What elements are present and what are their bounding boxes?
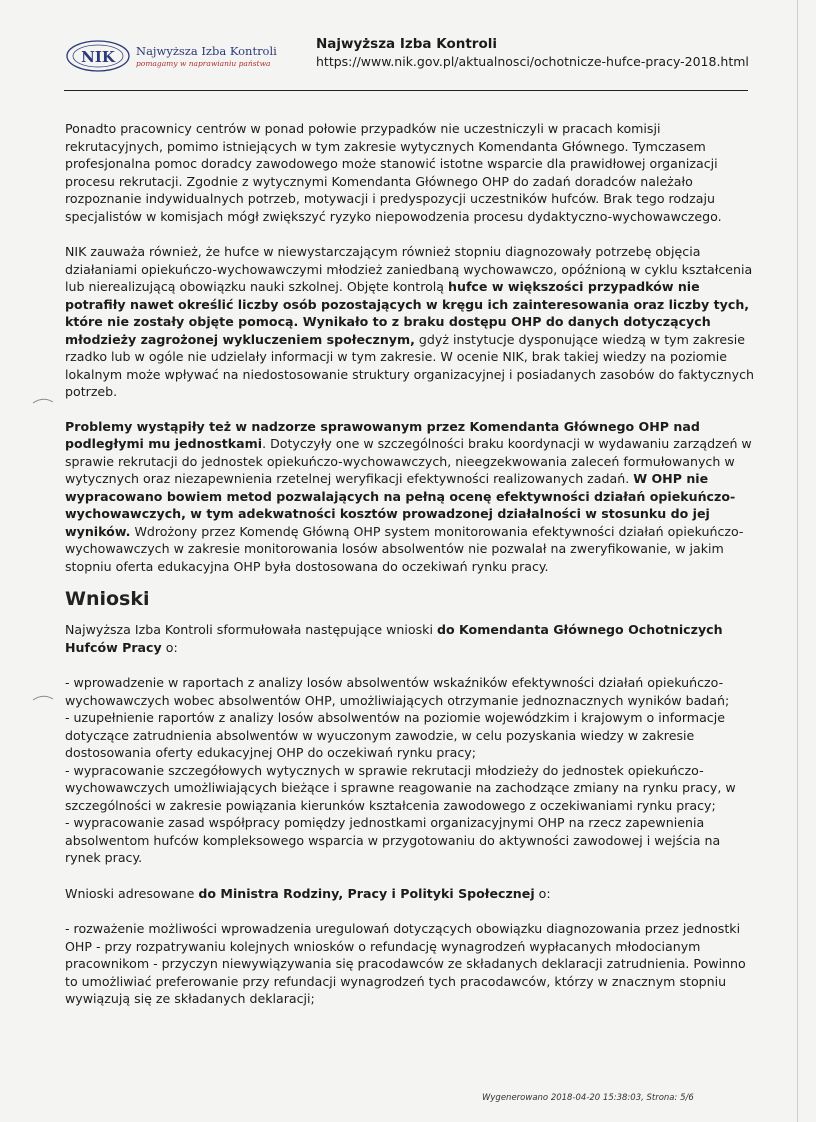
paragraph-diagnosis-bold: hufce w większości przypadków nie potrafiły nawet określić liczby osób pozostających w kręgu ich zainteresowania oraz liczby tych, które nie zostały objęte pomocą. Wynikało to z braku dostępu OHP do danych dotyczących młodzieży zagrożonej wykluczeniem społecznym, — [65, 279, 750, 347]
wnioski-intro-minister-text: Wnioski adresowane — [65, 885, 199, 901]
list-item: - wypracowanie zasad współpracy pomiędzy jednostkami organizacyjnymi OHP na rzecz zapewnienia absolwentom hufców kompleksowego wsparcia w przygotowaniu do aktywności zawodowej i wejścia na rynek pracy. — [65, 815, 721, 865]
paragraph-centers: Ponadto pracownicy centrów w ponad połowie przypadków nie uczestniczyli w pracach komisji rekrutacyjnych, pomimo istniejących w tym zakresie wytycznych Komendanta Głównego. Tymczasem profesjonalna pomoc doradcy zawodowego może stanowić istotne wsparcie dla prawidłowej organizacji procesu rekrutacji. Zgodnie z wytycznymi Komendanta Głównego OHP do zadań doradców należało rozpoznanie indywidualnych potrzeb, motywacji i predyspozycji uczestników hufców. Brak tego rodzaju specjalistów w komisjach mógł zwiększyć ryzyko niepowodzenia procesu dydaktyczno-wychowawczego. — [65, 121, 722, 224]
wnioski-intro-ohp-text: Najwyższa Izba Kontroli sformułowała następujące wnioski — [65, 622, 437, 637]
wnioski-intro-minister-bold: do Ministra Rodziny, Pracy i Polityki Społecznej — [198, 885, 535, 901]
paragraph-supervision-text-1: . Dotyczyły one w szczególności braku koordynacji w wydawaniu zarządzeń w sprawie rekrutacji do jednostek opiekuńczo-wychowawczych, nieegzekwowania zaleceń formułowanych w wytycznych oraz niezapewnienia rzetelnej weryfikacji efektywności realizowanych zadań. — [65, 436, 752, 486]
paragraph-diagnosis — [65, 243, 755, 401]
article-body — [65, 120, 755, 1008]
list-item: - uzupełnienie raportów z analizy losów absolwentów na poziomie wojewódzkim i krajowym o informacje dotyczące zatrudnienia absolwentów w wyuczonym zawodzie, w celu pozyskania wiedzy w zakresie dostosowania oferty edukacyjnej OHP do oczekiwań rynku pracy; — [65, 710, 725, 760]
logo-name: Najwyższa Izba Kontroli — [136, 44, 277, 58]
scan-punch-mark — [32, 693, 54, 701]
nik-logo-mark — [64, 38, 132, 74]
scan-edge-line — [797, 0, 798, 1122]
paragraph-diagnosis-text-1: NIK zauważa również, że hufce w niewystarczającym również stopniu diagnozowały potrzebę objęcia działaniami opiekuńczo-wychowawczymi młodzież zaniedbaną wychowawczo, opóźnioną w cyklu kształcenia lub nierealizującą obowiązku nauki szkolnej. Objęte kontrolą — [65, 244, 753, 294]
paragraph-supervision-text-2: Wdrożony przez Komendę Główną OHP system monitorowania efektywności działań opiekuńczo-wychowawczych w zakresie monitorowania losów absolwentów nie pozwalał na zweryfikowanie, w jakim stopniu oferta edukacyjna OHP była dostosowana do oczekiwań rynku pracy. — [65, 523, 744, 574]
wnioski-intro-ohp — [65, 621, 755, 656]
nik-logo[interactable] — [64, 38, 294, 78]
wnioski-intro-minister — [65, 885, 755, 903]
section-heading-wnioski: Wnioski — [65, 588, 150, 610]
nik-logo-letters: NIK — [81, 48, 115, 66]
paragraph-supervision — [65, 418, 755, 576]
list-item: - wprowadzenie w raportach z analizy losów absolwentów wskaźników efektywności działań opiekuńczo-wychowawczych wobec absolwentów OHP, umożliwiających otrzymanie jednoznacznych wyników badań; — [65, 675, 730, 708]
list-item: - wypracowanie szczegółowych wytycznych w sprawie rekrutacji młodzieży do jednostek opiekuńczo-wychowawczych umożliwiających bieżące i sprawne reagowanie na zachodzące zmiany na rynku pracy, w szczególności w zakresie powiązania kierunków kształcenia zawodowego z oczekiwaniami rynku pracy; — [65, 762, 736, 813]
wnioski-intro-ohp-end: o: — [161, 639, 178, 655]
footer-generated-info: Wygenerowano 2018-04-20 15:38:03, Strona: 5/6 — [482, 1093, 694, 1103]
wnioski-intro-ohp-bold: do Komendanta Głównego Ochotniczych Hufców Pracy — [65, 622, 723, 655]
logo-tagline: pomagamy w naprawianiu państwa — [136, 59, 271, 68]
list-item: - rozważenie możliwości wprowadzenia uregulowań dotyczących obowiązku diagnozowania przez jednostki OHP - przy rozpatrywaniu kolejnych wniosków o refundację wynagrodzeń wypłacanych młodocianym pracownikom - przyczyn niewywiązywania się pracodawców ze składanych deklaracji zatrudnienia. Powinno to umożliwiać preferowanie przy refundacji wynagrodzeń tych pracodawców, którzy w znacznym stopniu wywiązują się ze składanych deklaracji; — [65, 921, 746, 1006]
wnioski-intro-minister-end: o: — [534, 885, 551, 901]
scan-punch-mark — [32, 396, 54, 404]
wnioski-list-ohp — [65, 674, 755, 867]
paragraph-diagnosis-text-2: gdyż instytucje dysponujące wiedzą w tym zakresie rzadko lub w ogóle nie udzielały informacji w tym zakresie. W ocenie NIK, brak takiej wiedzy na poziomie lokalnym może wpływać na niedostosowanie struktury organizacyjnej i posiadanych zasobów do faktycznych potrzeb. — [65, 331, 754, 399]
header-divider — [64, 90, 748, 91]
header-url[interactable]: https://www.nik.gov.pl/aktualnosci/ochotnicze-hufce-pracy-2018.html — [316, 54, 749, 69]
wnioski-list-minister — [65, 920, 755, 1008]
paragraph-supervision-bold-2: W OHP nie wypracowano bowiem metod pozwalających na pełną ocenę efektywności działań opiekuńczo-wychowawczych, w tym adekwatności kosztów prowadzonej działalności w stosunku do jej wyników. — [65, 471, 736, 539]
header-title: Najwyższa Izba Kontroli — [316, 36, 497, 52]
paragraph-supervision-bold-1: Problemy wystąpiły też w nadzorze sprawowanym przez Komendanta Głównego OHP nad podległymi mu jednostkami — [65, 418, 700, 451]
